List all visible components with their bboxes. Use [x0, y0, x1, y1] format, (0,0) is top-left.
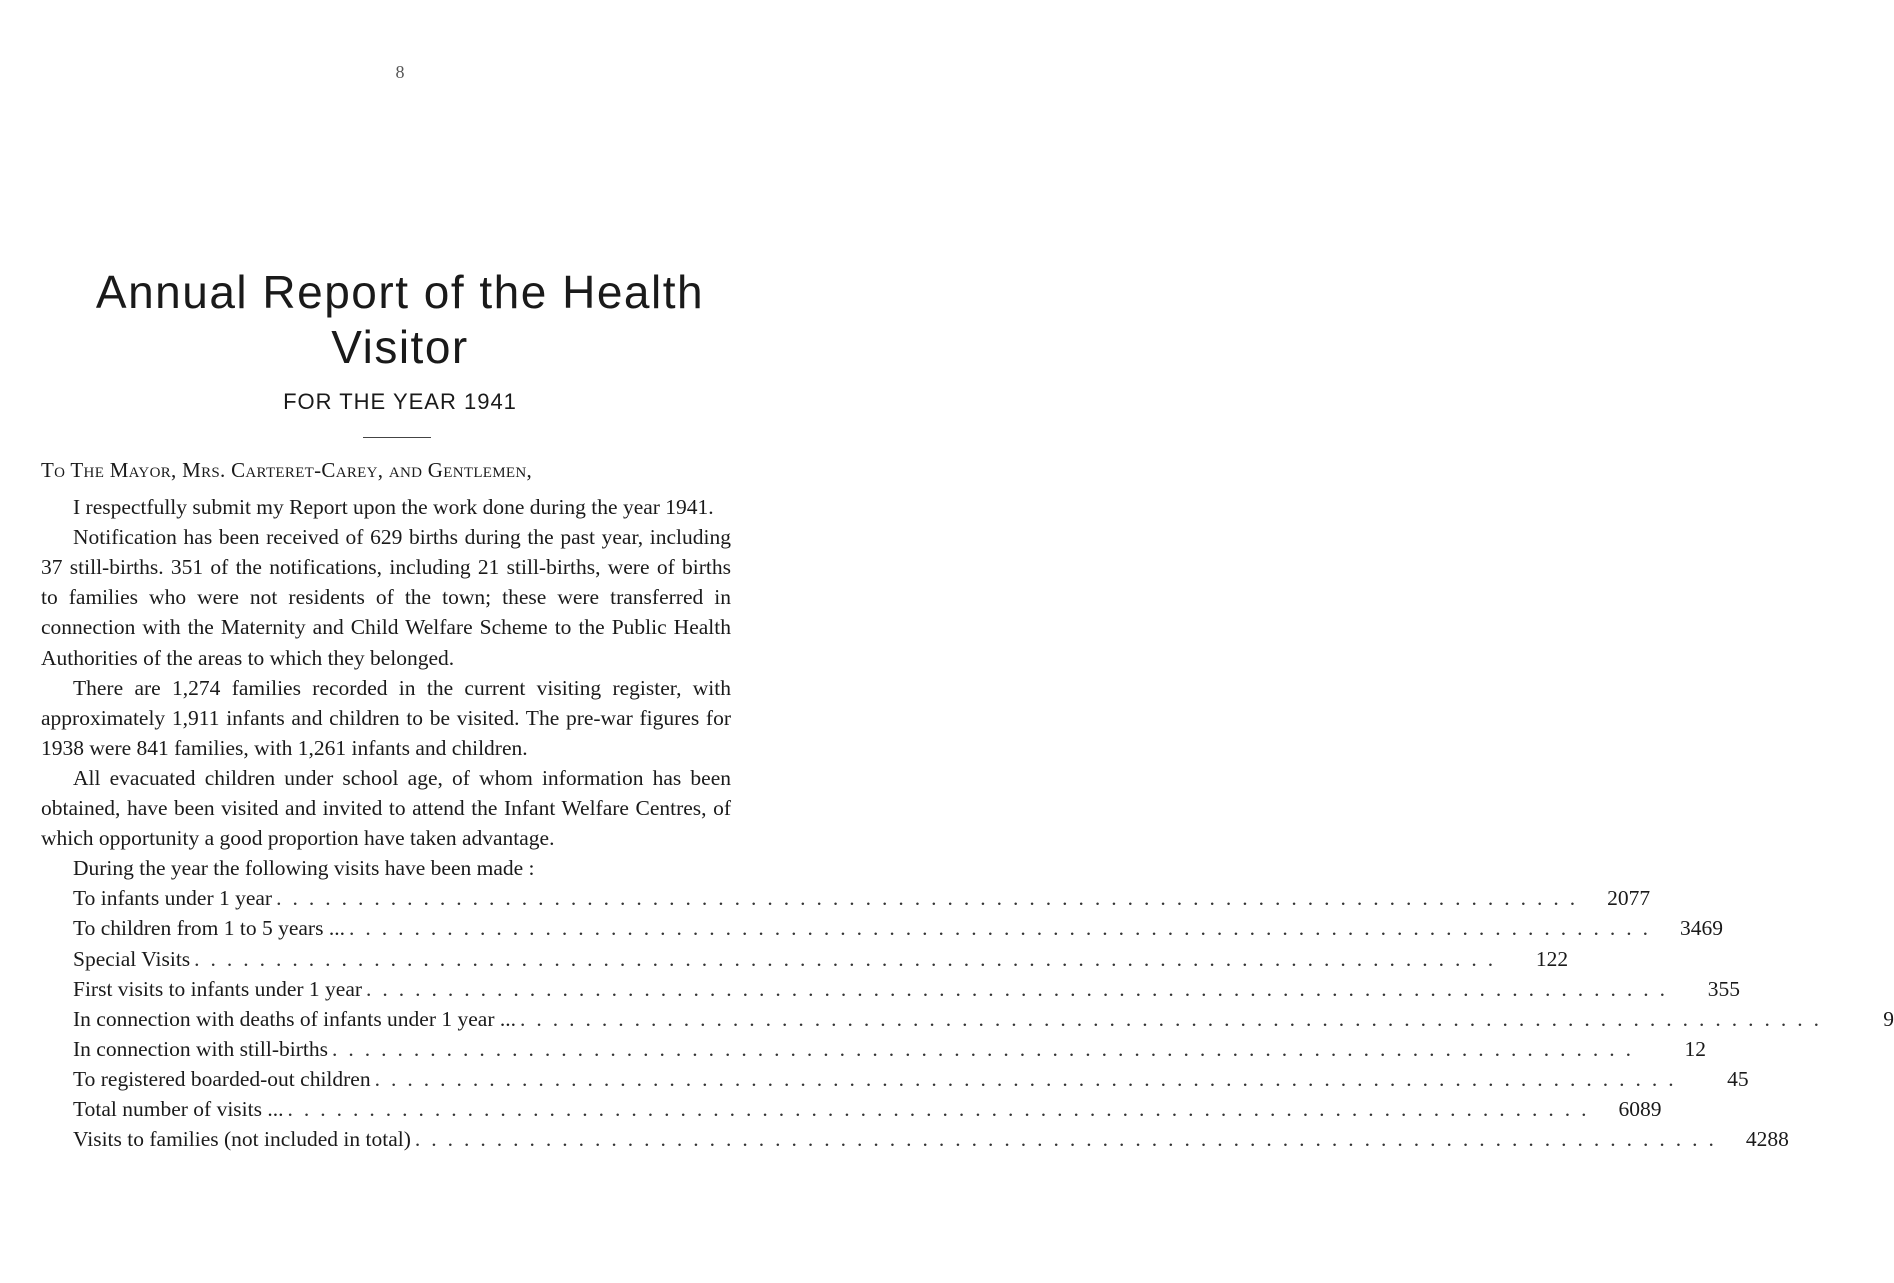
leader-dots: ................................................................................ [520, 1006, 1831, 1031]
visit-row [41, 1034, 1706, 1064]
report-title [0, 265, 800, 415]
visit-count: 3469 [1679, 916, 1723, 941]
visit-label: In connection with still-births [73, 1036, 328, 1061]
paragraph-evacuated: All evacuated children under school age, of whom information has been obtained, have been visited and invited to attend the Infant Welfare Centres, of which opportunity a good proportion have taken advantage. [41, 765, 731, 851]
paragraph-notifications: Notification has been received of 629 births during the past year, including 37 still-births. 351 of the notifications, including 21 still-births, were of births to families who were not residents of the town; these were transferred in connection with the Maternity and Child Welfare Scheme to the Public Health Authorities of the areas to which they belonged. [41, 525, 731, 670]
leader-dots: ................................................................................ [194, 946, 1505, 971]
visit-label: To registered boarded-out children [73, 1066, 371, 1091]
title-line-2: Visitor [331, 321, 469, 373]
visit-row [41, 1124, 1789, 1154]
salutation: To The Mayor, Mrs. Carteret-Carey, and Gentlemen, [41, 458, 533, 482]
visit-row [41, 913, 1723, 943]
visit-count: 122 [1535, 946, 1569, 971]
visit-label: Total number of visits ... [73, 1096, 284, 1121]
visit-label: First visits to infants under 1 year [73, 976, 363, 1001]
report-subtitle: FOR THE YEAR 1941 [283, 389, 517, 414]
leader-dots: ................................................................................ [331, 1036, 1642, 1061]
visit-count: 2077 [1607, 886, 1651, 911]
leader-dots: ................................................................................ [414, 1127, 1725, 1152]
visit-row [41, 1064, 1749, 1094]
leader-dots: ................................................................................ [276, 886, 1587, 911]
leader-dots: ................................................................................ [374, 1066, 1685, 1091]
visit-row [41, 1004, 1894, 1034]
visit-count: 12 [1684, 1036, 1706, 1061]
paragraph-register: There are 1,274 families recorded in the current visiting register, with approximately 1,911 infants and children to be visited. The pre-war figures for 1938 were 841 families, with 1,261 infants and children. [41, 675, 731, 760]
visit-label: Visits to families (not included in total) [73, 1127, 411, 1152]
leader-dots: ................................................................................ [366, 976, 1677, 1001]
paragraph-visits-intro: During the year the following visits have been made : [73, 856, 535, 881]
visit-label: Special Visits [73, 946, 191, 971]
visit-label: To infants under 1 year [73, 886, 273, 911]
title-line-1: Annual Report of the Health [95, 266, 705, 318]
report-body [41, 455, 1894, 1154]
paragraph-intro: I respectfully submit my Report upon the work done during the year 1941. [73, 495, 714, 520]
visit-label: In connection with deaths of infants under 1 year ... [73, 1006, 517, 1031]
visit-label: To children from 1 to 5 years ... [73, 916, 345, 941]
visit-count: 4288 [1745, 1127, 1789, 1152]
visit-row [41, 883, 1651, 913]
leader-dots: ................................................................................ [287, 1096, 1598, 1121]
visits-list [41, 883, 1894, 1154]
visit-count: 45 [1727, 1066, 1749, 1091]
visit-row [41, 974, 1741, 1004]
leader-dots: ................................................................................ [348, 916, 1659, 941]
visit-count: 9 [1883, 1006, 1894, 1031]
page-number: 8 [395, 62, 405, 82]
visit-row [41, 1094, 1662, 1124]
divider-rule [363, 437, 431, 438]
visit-row [41, 944, 1569, 974]
visit-count: 355 [1707, 976, 1741, 1001]
visit-count: 6089 [1618, 1096, 1662, 1121]
